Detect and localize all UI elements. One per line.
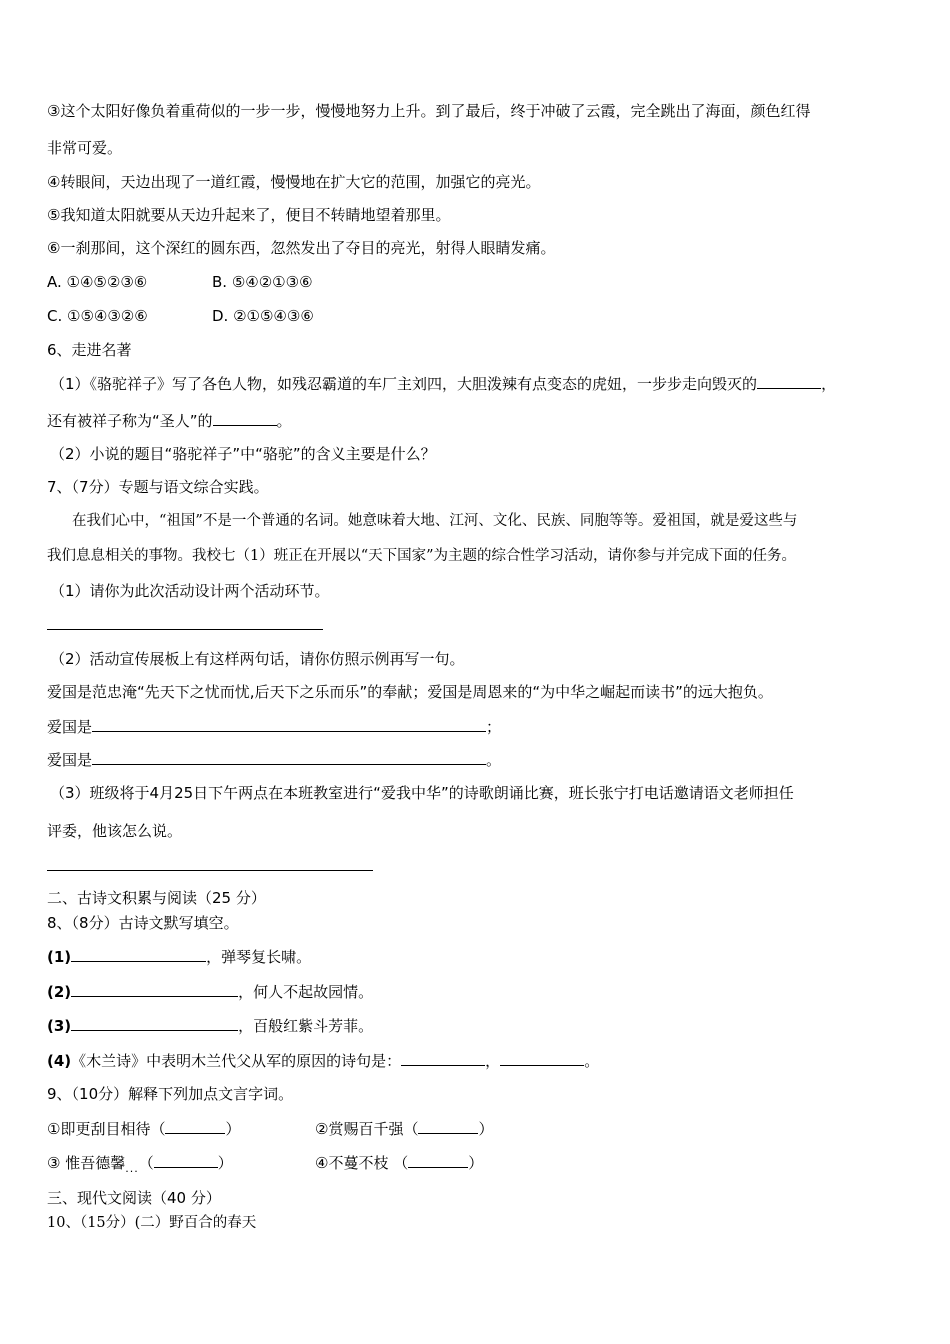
answer-blank[interactable] — [154, 1152, 218, 1168]
item-number: (3) — [47, 1017, 72, 1035]
q10-title: 10、（15分）(二）野百合的春天 — [47, 1215, 257, 1231]
answer-blank[interactable] — [500, 1050, 584, 1066]
answer-blank[interactable] — [92, 749, 486, 765]
fill-prefix: 爱国是 — [47, 751, 93, 769]
q7-part2: （2）活动宣传展板上有这样两句话，请你仿照示例再写一句。 — [50, 650, 465, 668]
q7-fill1 — [47, 716, 501, 737]
answer-blank[interactable] — [408, 1152, 468, 1168]
q6-part1-line1 — [50, 373, 836, 394]
close-paren: ） — [217, 1154, 233, 1172]
q7-title: 7、（7分）专题与语文综合实践。 — [47, 478, 269, 496]
option-a[interactable]: A. ①④⑤②③⑥ — [47, 273, 148, 291]
open-paren: （ — [138, 1154, 154, 1172]
item-text: ②赏赐百千强（ — [315, 1120, 419, 1138]
item-text: ④不蔓不枝 （ — [315, 1154, 409, 1172]
fill-prefix: 爱国是 — [47, 718, 93, 736]
q6-part1-line2-text: 还有被祥子称为“圣人”的 — [47, 412, 213, 430]
comma: ， — [821, 375, 837, 393]
q6-part1-line2 — [47, 410, 292, 431]
emphasis-dots: ... — [125, 1162, 139, 1175]
q7-example: 爱国是范忠淹“先天下之忧而忧,后天下之乐而乐”的奉献；爱国是周恩来的“为中华之崛起而读书”的远大抱负。 — [47, 683, 773, 701]
q5-item4: ④转眼间，天边出现了一道红霞，慢慢地在扩大它的范围，加强它的亮光。 — [47, 173, 541, 191]
section3-title: 三、现代文阅读（40 分） — [47, 1189, 221, 1207]
q7-part1: （1）请你为此次活动设计两个活动环节。 — [50, 582, 330, 600]
q9-row2 — [47, 1152, 483, 1179]
q8-title: 8、（8分）古诗文默写填空。 — [47, 914, 239, 932]
q5-item3-line2: 非常可爱。 — [47, 139, 123, 157]
answer-blank[interactable] — [71, 981, 238, 997]
answer-blank[interactable] — [92, 716, 486, 732]
q6-title: 6、走进名著 — [47, 341, 132, 359]
option-b[interactable]: B. ⑤④②①③⑥ — [212, 273, 313, 291]
q9-item3 — [47, 1152, 315, 1179]
q7-fill2 — [47, 749, 501, 770]
verse-text: ，百般红紫斗芳菲。 — [238, 1017, 374, 1035]
q8-line2 — [47, 981, 373, 1002]
q9-title: 9、（10分）解释下列加点文言字词。 — [47, 1085, 294, 1103]
answer-blank[interactable] — [71, 946, 206, 962]
close-paren: ） — [225, 1120, 241, 1138]
item-text: ③ 惟吾德馨 — [47, 1154, 126, 1172]
q9-item4 — [315, 1154, 483, 1172]
comma: ， — [485, 1052, 501, 1070]
close-paren: ） — [478, 1120, 494, 1138]
answer-line[interactable] — [47, 870, 373, 871]
close-paren: ） — [468, 1154, 484, 1172]
answer-blank[interactable] — [418, 1118, 478, 1134]
period: 。 — [276, 412, 292, 430]
period: 。 — [584, 1052, 600, 1070]
q5-item6: ⑥一刹那间，这个深红的圆东西，忽然发出了夺目的亮光，射得人眼睛发痛。 — [47, 239, 556, 257]
answer-blank[interactable] — [71, 1015, 238, 1031]
period: 。 — [486, 751, 502, 769]
semicolon: ； — [486, 718, 502, 736]
q8-line3 — [47, 1015, 373, 1036]
section2-title: 二、古诗文积累与阅读（25 分） — [47, 889, 266, 907]
answer-blank[interactable] — [757, 373, 821, 389]
answer-line[interactable] — [47, 629, 323, 630]
q9-item1 — [47, 1118, 315, 1139]
option-c[interactable]: C. ①⑤④③②⑥ — [47, 307, 148, 325]
verse-text: ，何人不起故园情。 — [238, 983, 374, 1001]
item-number: (4) — [47, 1052, 72, 1070]
q9-row1 — [47, 1118, 493, 1139]
q8-line1 — [47, 946, 311, 967]
q5-options-row2 — [47, 306, 314, 326]
q5-options-row1 — [47, 272, 313, 292]
item-number: (1) — [47, 948, 72, 966]
q5-item5: ⑤我知道太阳就要从天边升起来了，便目不转睛地望着那里。 — [47, 206, 451, 224]
q9-item2 — [315, 1120, 493, 1138]
item-number: (2) — [47, 983, 72, 1001]
q7-intro-line2: 我们息息相关的事物。我校七（1）班正在开展以“天下国家”为主题的综合性学习活动，请你参与并完成下面的任务。 — [47, 548, 797, 564]
q8-line4 — [47, 1050, 599, 1071]
q7-intro-line1: 在我们心中，“祖国”不是一个普通的名词。她意味着大地、江河、文化、民族、同胞等等。爱祖国，就是爱这些与 — [72, 513, 798, 529]
verse-text: 《木兰诗》中表明木兰代父从军的原因的诗句是： — [71, 1052, 402, 1070]
q7-part3-line1: （3）班级将于4月25日下午两点在本班教室进行“爱我中华”的诗歌朗诵比赛，班长张宁打电话邀请语文老师担任 — [50, 784, 794, 802]
verse-text: ，弹琴复长啸。 — [206, 948, 312, 966]
answer-blank[interactable] — [401, 1050, 485, 1066]
q7-part3-line2: 评委，他该怎么说。 — [47, 822, 183, 840]
q5-item3-line1: ③这个太阳好像负着重荷似的一步一步，慢慢地努力上升。到了最后，终于冲破了云霞，完全跳出了海面，颜色红得 — [47, 102, 811, 120]
q6-part1-text: （1）《骆驼祥子》写了各色人物，如残忍霸道的车厂主刘四，大胆泼辣有点变态的虎妞，一步步走向毁灭的 — [50, 375, 758, 393]
q6-part2: （2）小说的题目“骆驼祥子”中“骆驼”的含义主要是什么？ — [50, 445, 436, 463]
option-d[interactable]: D. ②①⑤④③⑥ — [212, 307, 314, 325]
answer-blank[interactable] — [165, 1118, 225, 1134]
answer-blank[interactable] — [213, 410, 277, 426]
item-text: ①即更刮目相待（ — [47, 1120, 166, 1138]
